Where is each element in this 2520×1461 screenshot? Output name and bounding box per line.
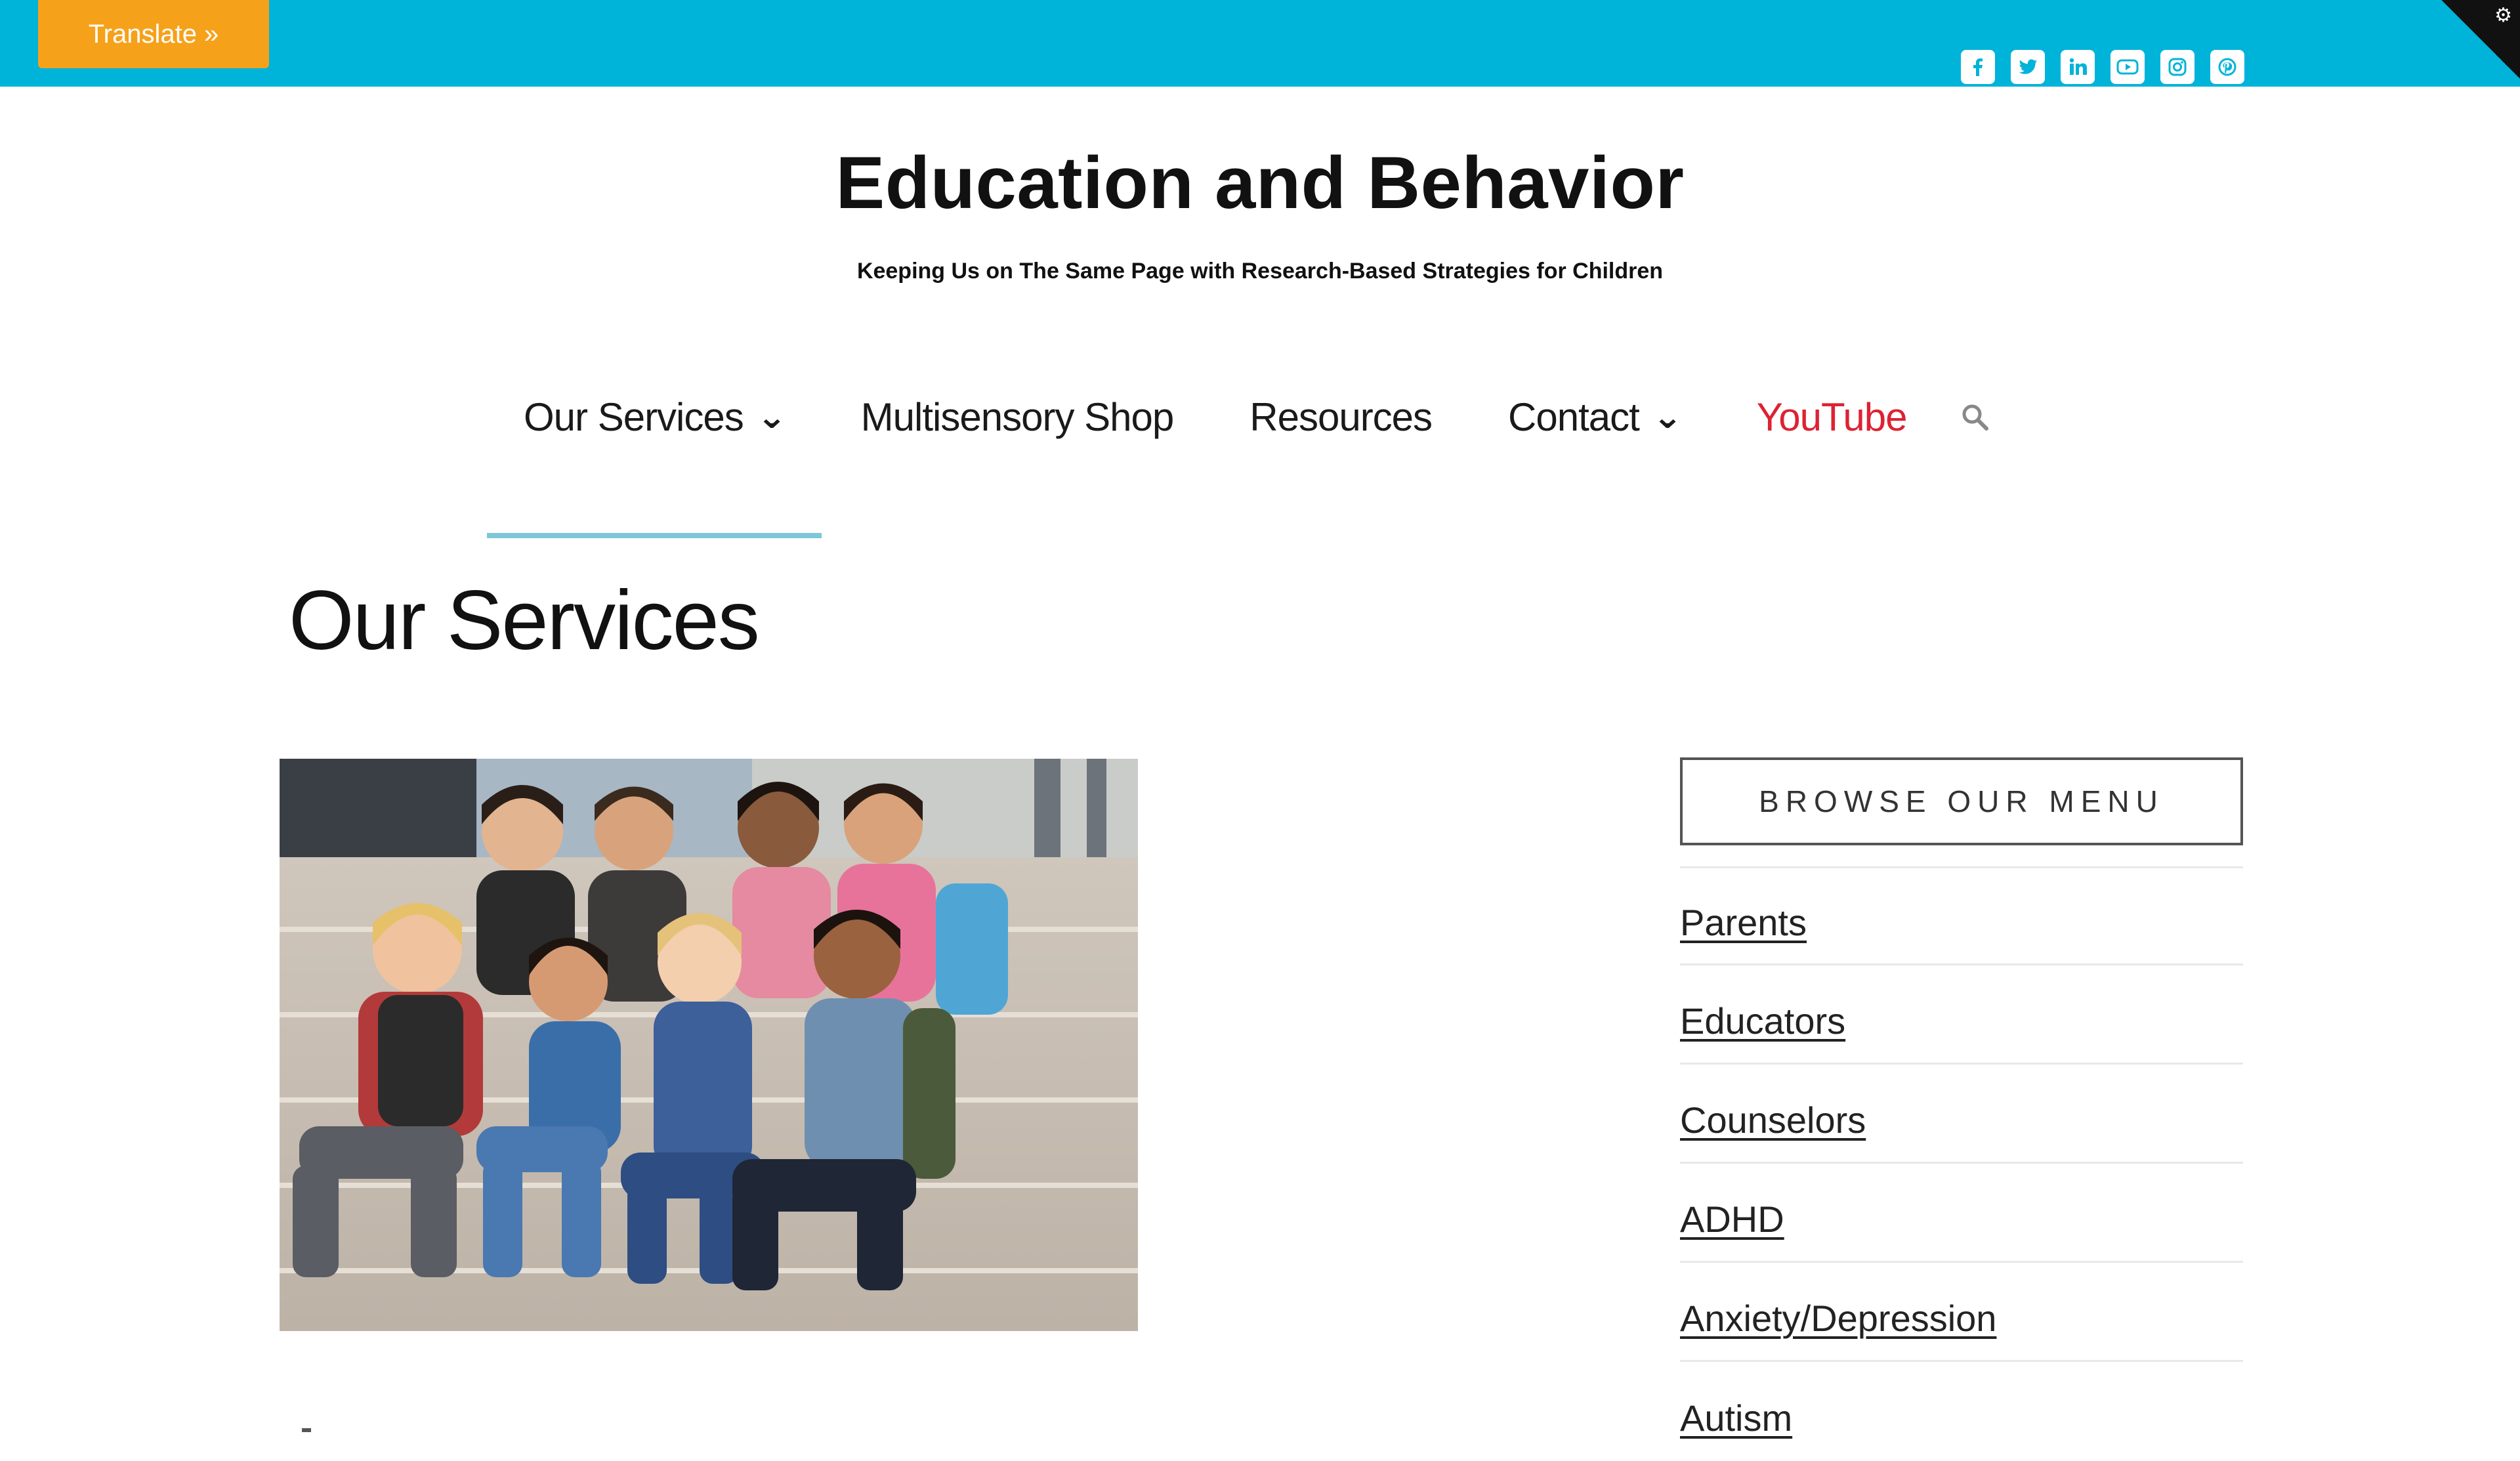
nav-item-resources[interactable] <box>1211 394 1470 440</box>
chevron-down-icon: ⌄ <box>756 398 786 436</box>
list-item <box>1680 1164 2243 1263</box>
nav-item-multisensory-shop[interactable] <box>823 394 1212 440</box>
nav-item-label: Resources <box>1250 394 1433 439</box>
nav-item-label: YouTube <box>1756 394 1907 439</box>
sidebar-link-parents[interactable]: Parents <box>1680 902 1807 943</box>
pinterest-icon[interactable] <box>2210 50 2244 84</box>
sidebar-link-counselors[interactable]: Counselors <box>1680 1099 1866 1141</box>
list-item <box>1680 1362 2243 1461</box>
facebook-icon[interactable] <box>1961 50 1995 84</box>
list-item <box>1680 1065 2243 1164</box>
top-bar <box>0 0 2520 87</box>
linkedin-icon[interactable] <box>2061 50 2095 84</box>
nav-item-label: Contact <box>1508 394 1639 439</box>
site-title[interactable]: Education and Behavior <box>835 142 1685 224</box>
translate-button[interactable]: Translate » <box>38 0 269 68</box>
list-item <box>1680 965 2243 1065</box>
list-item <box>1680 866 2243 965</box>
children-photo <box>280 759 1138 1331</box>
list-item <box>1680 1263 2243 1362</box>
nav-item-label: Multisensory Shop <box>860 394 1174 439</box>
sidebar-link-educators[interactable]: Educators <box>1680 1000 1846 1042</box>
main-nav <box>486 381 1998 453</box>
nav-item-label: Our Services <box>524 394 744 439</box>
gear-icon: ⚙ <box>2494 4 2512 27</box>
nav-item-contact[interactable] <box>1470 394 1719 440</box>
page-title: Our Services <box>289 574 759 667</box>
browse-menu-button[interactable]: BROWSE OUR MENU <box>1680 757 2243 845</box>
nav-item-our-services[interactable] <box>486 394 823 440</box>
youtube-icon[interactable] <box>2110 50 2145 84</box>
chevron-down-icon: ⌄ <box>1652 398 1682 436</box>
admin-corner-tab[interactable] <box>2441 0 2520 79</box>
sidebar-link-anxiety-depression[interactable]: Anxiety/Depression <box>1680 1297 1997 1339</box>
sidebar-menu <box>1680 866 2243 1461</box>
search-icon[interactable] <box>1952 394 1998 440</box>
sidebar-link-adhd[interactable]: ADHD <box>1680 1198 1784 1240</box>
site-tagline: Keeping Us on The Same Page with Research-Based Strategies for Children <box>856 259 1664 284</box>
nav-item-youtube[interactable] <box>1719 394 1945 440</box>
twitter-icon[interactable] <box>2011 50 2045 84</box>
instagram-icon[interactable] <box>2160 50 2194 84</box>
content-fragment <box>302 1428 311 1432</box>
social-links <box>1961 50 2244 84</box>
sidebar-link-autism[interactable]: Autism <box>1680 1397 1793 1439</box>
hero-image <box>280 759 1138 1331</box>
